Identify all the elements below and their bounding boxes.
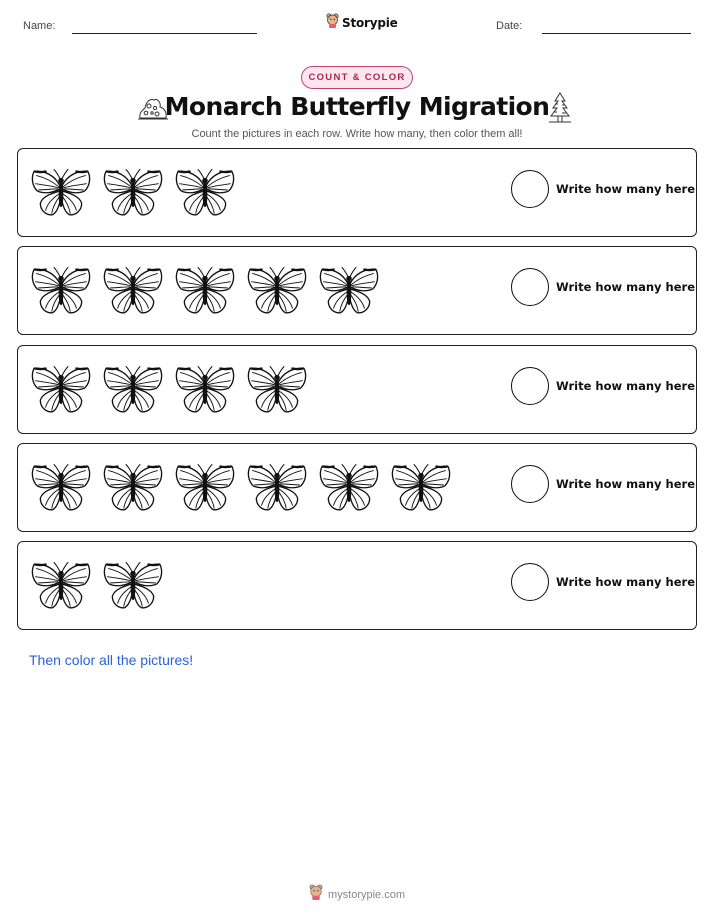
butterfly-icon	[102, 359, 164, 421]
brand-logo	[326, 13, 398, 33]
butterfly-icon	[390, 457, 452, 519]
date-label: Date:	[496, 20, 523, 32]
counting-row	[17, 345, 697, 434]
butterfly-icon	[30, 260, 92, 322]
name-line[interactable]	[72, 33, 257, 34]
answer-circle[interactable]	[511, 465, 549, 503]
footer-site: mystorypie.com	[327, 888, 406, 901]
color-instruction: Then color all the pictures!	[29, 652, 194, 668]
answer-label: Write how many here	[556, 182, 695, 196]
title-row	[0, 92, 714, 126]
activity-badge: COUNT & COLOR	[301, 66, 413, 89]
bear-mascot-icon	[309, 884, 323, 905]
answer-circle[interactable]	[511, 170, 549, 208]
butterfly-icon	[30, 555, 92, 617]
butterfly-icon	[246, 457, 308, 519]
butterfly-icon	[174, 162, 236, 224]
counting-row	[17, 148, 697, 237]
counting-row	[17, 443, 697, 532]
butterfly-icon	[318, 457, 380, 519]
butterfly-icon	[30, 359, 92, 421]
pine-tree-icon	[546, 92, 574, 129]
answer-label: Write how many here	[556, 575, 695, 589]
answer-circle[interactable]	[511, 367, 549, 405]
worksheet-header	[0, 0, 714, 50]
page-title: Monarch Butterfly Migration	[164, 92, 550, 121]
answer-label: Write how many here	[556, 280, 695, 294]
butterfly-icon	[174, 359, 236, 421]
footer	[0, 884, 714, 905]
date-line[interactable]	[542, 33, 691, 34]
brand-name: Storypie	[342, 16, 398, 30]
butterfly-group	[30, 457, 452, 519]
butterfly-group	[30, 359, 308, 421]
counting-row	[17, 541, 697, 630]
answer-label: Write how many here	[556, 477, 695, 491]
butterfly-icon	[102, 457, 164, 519]
answer-circle[interactable]	[511, 563, 549, 601]
butterfly-icon	[102, 260, 164, 322]
butterfly-icon	[246, 359, 308, 421]
bear-mascot-icon	[326, 13, 339, 33]
butterfly-icon	[102, 162, 164, 224]
butterfly-icon	[30, 162, 92, 224]
instructions-subtitle: Count the pictures in each row. Write how many, then color them all!	[191, 128, 523, 140]
butterfly-icon	[174, 457, 236, 519]
answer-circle[interactable]	[511, 268, 549, 306]
butterfly-group	[30, 162, 236, 224]
butterfly-group	[30, 555, 164, 617]
butterfly-group	[30, 260, 380, 322]
name-label: Name:	[23, 20, 56, 32]
counting-row	[17, 246, 697, 335]
butterfly-icon	[318, 260, 380, 322]
butterfly-icon	[30, 457, 92, 519]
butterfly-icon	[174, 260, 236, 322]
answer-label: Write how many here	[556, 379, 695, 393]
butterfly-icon	[246, 260, 308, 322]
butterfly-icon	[102, 555, 164, 617]
